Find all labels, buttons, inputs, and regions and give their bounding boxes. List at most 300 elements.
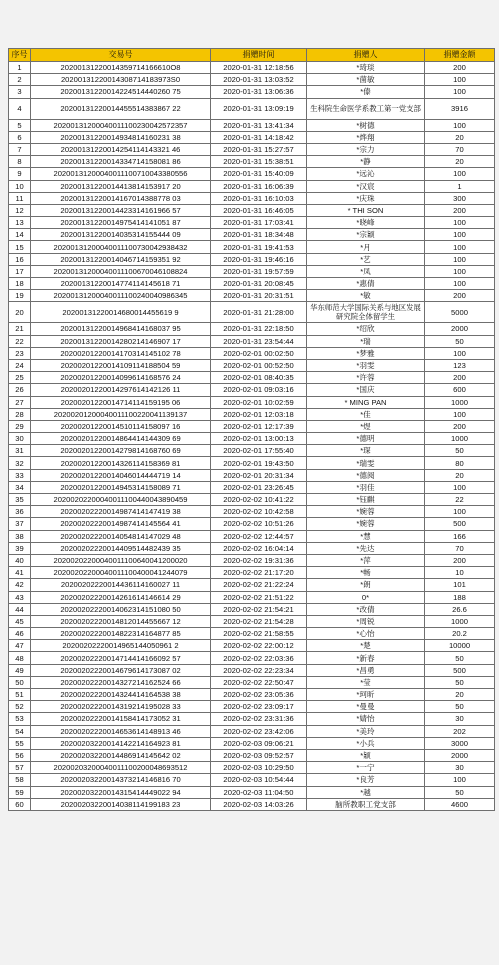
cell-transaction-id: 20200202220014812014455667 12: [31, 615, 211, 627]
cell-donation-time: 2020-01-31 15:40:09: [211, 168, 307, 180]
cell-transaction-id: 20200131220014224514440260 75: [31, 86, 211, 98]
cell-amount: 100: [425, 168, 495, 180]
cell-donor: *莹: [307, 676, 425, 688]
cell-donor: *凤: [307, 265, 425, 277]
cell-donation-time: 2020-02-02 23:42:06: [211, 725, 307, 737]
cell-amount: 50: [425, 652, 495, 664]
cell-amount: 4600: [425, 798, 495, 810]
cell-amount: 500: [425, 664, 495, 676]
cell-index: 60: [9, 798, 31, 810]
cell-donor: *羽佳: [307, 481, 425, 493]
table-row: [9, 74, 495, 86]
cell-donor: *德阅: [307, 469, 425, 481]
cell-donation-time: 2020-02-02 16:04:14: [211, 542, 307, 554]
cell-index: 41: [9, 567, 31, 579]
cell-donor: *瑞: [307, 335, 425, 347]
cell-donation-time: 2020-02-01 12:17:39: [211, 420, 307, 432]
cell-amount: 200: [425, 204, 495, 216]
table-row: [9, 290, 495, 302]
cell-amount: 1000: [425, 396, 495, 408]
table-row: [9, 204, 495, 216]
cell-transaction-id: 20200201220014864414144309 69: [31, 433, 211, 445]
cell-transaction-id: 20200131220014167014388778 03: [31, 192, 211, 204]
table-row: [9, 98, 495, 119]
cell-amount: 50: [425, 676, 495, 688]
cell-transaction-id: 20200131220014334714158081 86: [31, 156, 211, 168]
cell-index: 19: [9, 290, 31, 302]
cell-transaction-id: 20200202220014324414164538 38: [31, 689, 211, 701]
cell-donation-time: 2020-02-02 23:09:17: [211, 701, 307, 713]
cell-index: 38: [9, 530, 31, 542]
cell-amount: 101: [425, 579, 495, 591]
cell-transaction-id: 20200131220014308714183973S0: [31, 74, 211, 86]
cell-index: 27: [9, 396, 31, 408]
table-row: [9, 302, 495, 323]
cell-transaction-id: 20200202220014965144050961 2: [31, 640, 211, 652]
table-row: [9, 737, 495, 749]
cell-amount: 50: [425, 335, 495, 347]
table-row: [9, 62, 495, 74]
cell-transaction-id: 20200201220014714114159195 06: [31, 396, 211, 408]
cell-donation-time: 2020-02-01 00:02:50: [211, 347, 307, 359]
table-row: [9, 372, 495, 384]
header-row: [9, 49, 495, 62]
cell-index: 32: [9, 457, 31, 469]
cell-transaction-id: 20200202220014158414173052 31: [31, 713, 211, 725]
cell-donor: *晓峰: [307, 217, 425, 229]
cell-transaction-id: 20200202220014987414147419 38: [31, 506, 211, 518]
table-row: [9, 774, 495, 786]
table-row: [9, 229, 495, 241]
cell-amount: 300: [425, 192, 495, 204]
cell-amount: 3000: [425, 737, 495, 749]
table-row: [9, 786, 495, 798]
cell-index: 10: [9, 180, 31, 192]
cell-transaction-id: 20200131220014934814160231 38: [31, 131, 211, 143]
cell-transaction-id: 20200201220014326114158369 81: [31, 457, 211, 469]
cell-donation-time: 2020-02-01 09:03:16: [211, 384, 307, 396]
table-row: [9, 664, 495, 676]
cell-index: 46: [9, 628, 31, 640]
cell-donor: *德明: [307, 433, 425, 445]
cell-donor: *美玲: [307, 725, 425, 737]
cell-amount: 22: [425, 494, 495, 506]
cell-donor: *心怡: [307, 628, 425, 640]
table-row: [9, 591, 495, 603]
cell-donor: 生科院生命医学系教工第一党支部: [307, 98, 425, 119]
cell-donor: *惠倩: [307, 278, 425, 290]
cell-donor: *小兵: [307, 737, 425, 749]
cell-transaction-id: 20200131220014046714159351 92: [31, 253, 211, 265]
cell-donation-time: 2020-02-02 22:23:34: [211, 664, 307, 676]
cell-donor: *树德: [307, 119, 425, 131]
cell-donor: * THI SON: [307, 204, 425, 216]
cell-donor: *新春: [307, 652, 425, 664]
cell-index: 35: [9, 494, 31, 506]
cell-transaction-id: 20200131200040011100710043380556: [31, 168, 211, 180]
cell-donor: *珂昕: [307, 689, 425, 701]
cell-donor: *畅: [307, 567, 425, 579]
cell-transaction-id: 20200203200040011100200048693512: [31, 762, 211, 774]
cell-amount: 70: [425, 143, 495, 155]
cell-index: 40: [9, 554, 31, 566]
table-row: [9, 542, 495, 554]
table-row: [9, 701, 495, 713]
cell-transaction-id: 20200131220014423314161966 57: [31, 204, 211, 216]
header-transaction-id: 交易号: [31, 49, 211, 62]
table-row: [9, 192, 495, 204]
cell-donation-time: 2020-02-01 12:03:18: [211, 408, 307, 420]
cell-donation-time: 2020-02-02 10:51:26: [211, 518, 307, 530]
cell-amount: 123: [425, 359, 495, 371]
cell-index: 3: [9, 86, 31, 98]
cell-transaction-id: 20200201220014099614168576 24: [31, 372, 211, 384]
cell-donation-time: 2020-02-02 21:17:20: [211, 567, 307, 579]
cell-donation-time: 2020-02-01 13:00:13: [211, 433, 307, 445]
cell-index: 37: [9, 518, 31, 530]
table-row: [9, 323, 495, 335]
cell-index: 57: [9, 762, 31, 774]
cell-donor: *许蓉: [307, 372, 425, 384]
cell-transaction-id: 20200203220014315414449022 94: [31, 786, 211, 798]
cell-amount: 20: [425, 689, 495, 701]
table-row: [9, 278, 495, 290]
cell-transaction-id: 20200202220014436114160027 11: [31, 579, 211, 591]
cell-donor: 华东师范大学国际关系与地区发展研究院全体留学生: [307, 302, 425, 323]
table-row: [9, 506, 495, 518]
cell-transaction-id: 20200202220014319214195028 33: [31, 701, 211, 713]
cell-transaction-id: 20200201220014170314145102 78: [31, 347, 211, 359]
cell-donor: *傣: [307, 86, 425, 98]
cell-amount: 500: [425, 518, 495, 530]
cell-transaction-id: 20200202200040011100640041200020: [31, 554, 211, 566]
cell-donor: *琛: [307, 445, 425, 457]
cell-index: 12: [9, 204, 31, 216]
cell-transaction-id: 20200201220014510114158097 16: [31, 420, 211, 432]
cell-donor: *佳: [307, 408, 425, 420]
cell-transaction-id: 20200202220014679614173087 02: [31, 664, 211, 676]
cell-amount: 100: [425, 774, 495, 786]
cell-donor: *羽雯: [307, 359, 425, 371]
cell-donor: *颖: [307, 749, 425, 761]
cell-amount: 26.6: [425, 603, 495, 615]
cell-donor: *菌敏: [307, 74, 425, 86]
cell-index: 25: [9, 372, 31, 384]
cell-amount: 70: [425, 542, 495, 554]
table-row: [9, 579, 495, 591]
cell-transaction-id: 20200131200040011100730042938432: [31, 241, 211, 253]
table-row: [9, 457, 495, 469]
cell-donor: *远沁: [307, 168, 425, 180]
table-row: [9, 640, 495, 652]
cell-transaction-id: 20200202220014327214162524 66: [31, 676, 211, 688]
cell-transaction-id: 20200202220014822314164877 85: [31, 628, 211, 640]
cell-index: 17: [9, 265, 31, 277]
cell-amount: 100: [425, 119, 495, 131]
cell-transaction-id: 20200131220014455514383867 22: [31, 98, 211, 119]
cell-donation-time: 2020-02-03 11:04:50: [211, 786, 307, 798]
cell-donation-time: 2020-01-31 16:46:05: [211, 204, 307, 216]
cell-amount: 100: [425, 74, 495, 86]
cell-amount: 20: [425, 469, 495, 481]
cell-amount: 100: [425, 278, 495, 290]
header-index: 序号: [9, 49, 31, 62]
cell-index: 59: [9, 786, 31, 798]
table-row: [9, 168, 495, 180]
cell-index: 20: [9, 302, 31, 323]
table-row: [9, 156, 495, 168]
cell-index: 48: [9, 652, 31, 664]
cell-index: 31: [9, 445, 31, 457]
table-row: [9, 359, 495, 371]
table-row: [9, 335, 495, 347]
cell-transaction-id: 20200202220014409514482439 35: [31, 542, 211, 554]
cell-donation-time: 2020-01-31 21:28:00: [211, 302, 307, 323]
cell-amount: 50: [425, 445, 495, 457]
cell-donation-time: 2020-02-01 00:52:50: [211, 359, 307, 371]
cell-donation-time: 2020-02-01 10:02:59: [211, 396, 307, 408]
cell-index: 50: [9, 676, 31, 688]
cell-donor: *婉蓉: [307, 506, 425, 518]
cell-index: 6: [9, 131, 31, 143]
cell-index: 23: [9, 347, 31, 359]
cell-index: 21: [9, 323, 31, 335]
cell-donor: *煜: [307, 420, 425, 432]
cell-amount: 20: [425, 156, 495, 168]
table-row: [9, 469, 495, 481]
cell-donation-time: 2020-01-31 17:03:41: [211, 217, 307, 229]
donation-table: [8, 48, 495, 811]
cell-donation-time: 2020-02-02 22:03:36: [211, 652, 307, 664]
cell-donor: *越: [307, 786, 425, 798]
header-donation-time: 捐赠时间: [211, 49, 307, 62]
cell-amount: 1000: [425, 433, 495, 445]
cell-amount: 600: [425, 384, 495, 396]
cell-index: 58: [9, 774, 31, 786]
cell-transaction-id: 20200131220014035314155444 09: [31, 229, 211, 241]
cell-transaction-id: 20200131220014774114145618 71: [31, 278, 211, 290]
cell-transaction-id: 20200203220014142214164923 81: [31, 737, 211, 749]
cell-donation-time: 2020-01-31 22:18:50: [211, 323, 307, 335]
cell-index: 9: [9, 168, 31, 180]
cell-donor: *月: [307, 241, 425, 253]
cell-donor: *先达: [307, 542, 425, 554]
cell-donation-time: 2020-01-31 20:08:45: [211, 278, 307, 290]
cell-index: 8: [9, 156, 31, 168]
cell-amount: 2000: [425, 749, 495, 761]
cell-index: 34: [9, 481, 31, 493]
cell-donation-time: 2020-01-31 20:31:51: [211, 290, 307, 302]
table-row: [9, 420, 495, 432]
cell-index: 16: [9, 253, 31, 265]
cell-amount: 10000: [425, 640, 495, 652]
cell-amount: 30: [425, 762, 495, 774]
cell-index: 4: [9, 98, 31, 119]
cell-transaction-id: 20200202200040011100440043890459: [31, 494, 211, 506]
table-row: [9, 143, 495, 155]
cell-index: 47: [9, 640, 31, 652]
table-row: [9, 445, 495, 457]
cell-index: 56: [9, 749, 31, 761]
table-row: [9, 131, 495, 143]
table-row: [9, 433, 495, 445]
cell-amount: 200: [425, 290, 495, 302]
cell-donor: *敏: [307, 290, 425, 302]
cell-amount: 100: [425, 86, 495, 98]
cell-donor: *钰麒: [307, 494, 425, 506]
cell-amount: 80: [425, 457, 495, 469]
cell-index: 18: [9, 278, 31, 290]
cell-donor: *静: [307, 156, 425, 168]
cell-donor: *楚: [307, 640, 425, 652]
cell-amount: 100: [425, 347, 495, 359]
cell-transaction-id: 20200131220014254114143321 46: [31, 143, 211, 155]
cell-donor: *改倩: [307, 603, 425, 615]
cell-donation-time: 2020-01-31 15:38:51: [211, 156, 307, 168]
cell-transaction-id: 20200131220014975414141051 87: [31, 217, 211, 229]
cell-index: 55: [9, 737, 31, 749]
table-row: [9, 530, 495, 542]
cell-index: 36: [9, 506, 31, 518]
cell-amount: 200: [425, 554, 495, 566]
cell-donation-time: 2020-02-02 22:00:12: [211, 640, 307, 652]
cell-donation-time: 2020-02-02 21:58:55: [211, 628, 307, 640]
cell-donation-time: 2020-01-31 13:03:52: [211, 74, 307, 86]
cell-donation-time: 2020-01-31 16:06:39: [211, 180, 307, 192]
cell-donor: *烨翔: [307, 131, 425, 143]
table-body: [9, 62, 495, 811]
cell-amount: 100: [425, 408, 495, 420]
cell-donation-time: 2020-02-02 21:54:28: [211, 615, 307, 627]
cell-transaction-id: 20200202200040011100400041244079: [31, 567, 211, 579]
cell-transaction-id: 20200201220014109114188504 59: [31, 359, 211, 371]
cell-index: 22: [9, 335, 31, 347]
cell-donation-time: 2020-02-03 09:06:21: [211, 737, 307, 749]
cell-transaction-id: 20200131220014413814153917 20: [31, 180, 211, 192]
cell-donor: *宗颖: [307, 229, 425, 241]
cell-transaction-id: 20200131220014680014455619 9: [31, 302, 211, 323]
cell-index: 7: [9, 143, 31, 155]
cell-index: 44: [9, 603, 31, 615]
donation-sheet: [8, 48, 494, 811]
cell-donation-time: 2020-02-02 10:42:58: [211, 506, 307, 518]
table-row: [9, 265, 495, 277]
cell-amount: 100: [425, 481, 495, 493]
cell-donor: *良芳: [307, 774, 425, 786]
cell-amount: 188: [425, 591, 495, 603]
cell-donation-time: 2020-02-02 10:41:22: [211, 494, 307, 506]
cell-donor: *绍欣: [307, 323, 425, 335]
cell-donation-time: 2020-02-02 21:54:21: [211, 603, 307, 615]
cell-donor: *瑞雯: [307, 457, 425, 469]
cell-index: 24: [9, 359, 31, 371]
cell-transaction-id: 20200203220014486914145642 02: [31, 749, 211, 761]
cell-donation-time: 2020-01-31 16:10:03: [211, 192, 307, 204]
cell-donation-time: 2020-02-03 14:03:26: [211, 798, 307, 810]
table-row: [9, 119, 495, 131]
cell-transaction-id: 20200202220014714414166092 57: [31, 652, 211, 664]
cell-donation-time: 2020-02-02 12:44:57: [211, 530, 307, 542]
table-row: [9, 615, 495, 627]
table-row: [9, 713, 495, 725]
table-row: [9, 652, 495, 664]
cell-donor: *庆珠: [307, 192, 425, 204]
cell-amount: 1: [425, 180, 495, 192]
cell-donation-time: 2020-01-31 14:18:42: [211, 131, 307, 143]
cell-transaction-id: 20200202220014653614148913 46: [31, 725, 211, 737]
table-row: [9, 347, 495, 359]
cell-amount: 166: [425, 530, 495, 542]
table-row: [9, 384, 495, 396]
cell-donor: *周锐: [307, 615, 425, 627]
cell-index: 53: [9, 713, 31, 725]
cell-donation-time: 2020-01-31 12:18:56: [211, 62, 307, 74]
cell-donor: *慧: [307, 530, 425, 542]
cell-transaction-id: 20200131220014280214146907 17: [31, 335, 211, 347]
cell-donation-time: 2020-01-31 15:27:57: [211, 143, 307, 155]
table-row: [9, 628, 495, 640]
cell-index: 51: [9, 689, 31, 701]
cell-donation-time: 2020-02-02 23:31:36: [211, 713, 307, 725]
cell-donor: *萍: [307, 554, 425, 566]
cell-amount: 200: [425, 420, 495, 432]
cell-index: 30: [9, 433, 31, 445]
cell-amount: 50: [425, 786, 495, 798]
cell-donation-time: 2020-02-01 20:31:34: [211, 469, 307, 481]
cell-index: 42: [9, 579, 31, 591]
cell-index: 29: [9, 420, 31, 432]
cell-transaction-id: 20200201220014297614142126 11: [31, 384, 211, 396]
header-amount: 捐赠金额: [425, 49, 495, 62]
cell-donor: *婉蓉: [307, 518, 425, 530]
cell-transaction-id: 20200131200040011100230042572357: [31, 119, 211, 131]
table-row: [9, 180, 495, 192]
table-row: [9, 554, 495, 566]
cell-donor: *国庆: [307, 384, 425, 396]
cell-index: 45: [9, 615, 31, 627]
cell-index: 13: [9, 217, 31, 229]
cell-index: 11: [9, 192, 31, 204]
cell-donation-time: 2020-02-01 23:26:45: [211, 481, 307, 493]
cell-transaction-id: 20200202220014987414145564 41: [31, 518, 211, 530]
cell-amount: 100: [425, 506, 495, 518]
cell-amount: 202: [425, 725, 495, 737]
cell-amount: 50: [425, 701, 495, 713]
cell-index: 49: [9, 664, 31, 676]
cell-donor: *梦雅: [307, 347, 425, 359]
table-row: [9, 567, 495, 579]
cell-donor: *朗: [307, 579, 425, 591]
cell-index: 52: [9, 701, 31, 713]
cell-donation-time: 2020-01-31 13:06:36: [211, 86, 307, 98]
cell-donor: *艺: [307, 253, 425, 265]
cell-transaction-id: 20200203220014038114199183 23: [31, 798, 211, 810]
cell-index: 43: [9, 591, 31, 603]
cell-index: 54: [9, 725, 31, 737]
cell-donation-time: 2020-02-03 10:29:50: [211, 762, 307, 774]
cell-amount: 100: [425, 253, 495, 265]
cell-amount: 5000: [425, 302, 495, 323]
table-row: [9, 676, 495, 688]
cell-donation-time: 2020-01-31 13:09:19: [211, 98, 307, 119]
cell-donor: 0*: [307, 591, 425, 603]
cell-donation-time: 2020-02-02 19:31:36: [211, 554, 307, 566]
cell-amount: 200: [425, 372, 495, 384]
table-row: [9, 241, 495, 253]
cell-donation-time: 2020-02-02 21:22:24: [211, 579, 307, 591]
table-row: [9, 689, 495, 701]
cell-transaction-id: 20200201220014945314158089 71: [31, 481, 211, 493]
